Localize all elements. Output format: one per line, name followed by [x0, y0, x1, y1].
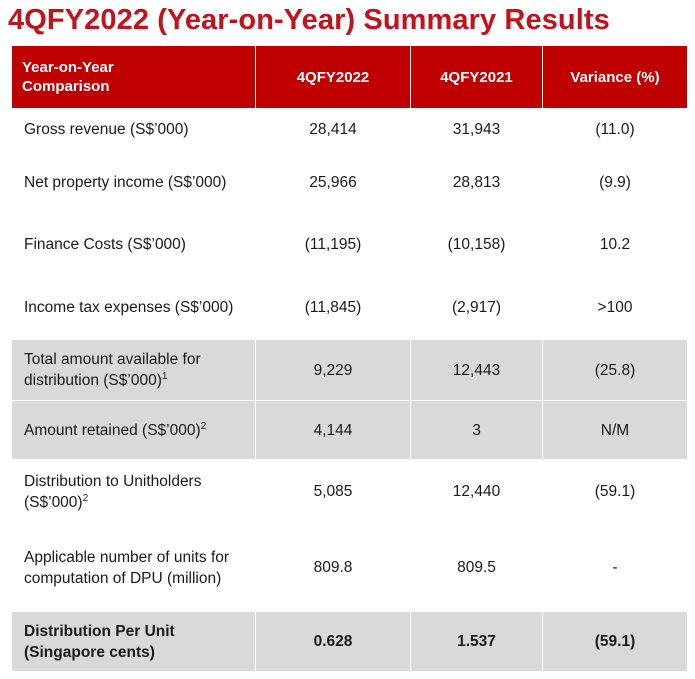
cell-variance: (9.9): [543, 151, 688, 214]
header-comparison: [12, 46, 256, 109]
cell-4qfy2021: 31,943: [411, 109, 543, 151]
table-row: [12, 460, 688, 524]
cell-variance: (59.1): [543, 460, 688, 524]
cell-variance: 10.2: [543, 214, 688, 276]
cell-4qfy2021: 28,813: [411, 151, 543, 214]
row-label-text: Distribution Per Unit (Singapore cents): [24, 622, 175, 661]
row-label: [12, 401, 256, 460]
header-4qfy2022: 4QFY2022: [256, 46, 411, 109]
table-row: [12, 214, 688, 276]
cell-variance: (25.8): [543, 340, 688, 401]
table-row: [12, 151, 688, 214]
cell-4qfy2021: 12,443: [411, 340, 543, 401]
row-label: [12, 460, 256, 524]
page-title: 4QFY2022 (Year-on-Year) Summary Results: [8, 4, 610, 36]
cell-4qfy2022: 809.8: [256, 524, 411, 612]
table-row: [12, 524, 688, 612]
row-label-text: Amount retained (S$’000): [24, 421, 201, 439]
table-row-total: [12, 612, 688, 672]
cell-4qfy2021: 12,440: [411, 460, 543, 524]
table-row: [12, 276, 688, 340]
row-label-text: Gross revenue (S$’000): [24, 121, 189, 138]
row-label: [12, 524, 256, 612]
table-row: [12, 109, 688, 151]
cell-4qfy2021: (10,158): [411, 214, 543, 276]
cell-variance: (59.1): [543, 612, 688, 672]
cell-4qfy2022: 9,229: [256, 340, 411, 401]
cell-4qfy2021: 1.537: [411, 612, 543, 672]
row-label: [12, 340, 256, 401]
row-label-text: Applicable number of units for computation of DPU (million): [24, 548, 230, 587]
row-label: [12, 612, 256, 672]
cell-variance: >100: [543, 276, 688, 340]
cell-4qfy2022: 28,414: [256, 109, 411, 151]
row-label: [12, 214, 256, 276]
table-row: [12, 340, 688, 401]
cell-4qfy2022: 25,966: [256, 151, 411, 214]
cell-4qfy2022: 0.628: [256, 612, 411, 672]
cell-4qfy2021: 3: [411, 401, 543, 460]
cell-4qfy2022: (11,195): [256, 214, 411, 276]
header-4qfy2021: 4QFY2021: [411, 46, 543, 109]
header-variance: Variance (%): [543, 46, 688, 109]
cell-variance: (11.0): [543, 109, 688, 151]
row-label: [12, 151, 256, 214]
cell-4qfy2022: 5,085: [256, 460, 411, 524]
summary-results-table: [11, 45, 688, 672]
cell-4qfy2022: 4,144: [256, 401, 411, 460]
header-comparison-label: Year-on-Year Comparison: [22, 59, 114, 95]
footnote-marker: 2: [82, 492, 89, 504]
row-label-text: Income tax expenses (S$’000): [24, 299, 234, 316]
row-label-text: Distribution to Unitholders (S$’000): [24, 472, 202, 511]
footnote-marker: 2: [200, 420, 207, 432]
table-header-row: [12, 46, 688, 109]
cell-variance: -: [543, 524, 688, 612]
cell-4qfy2022: (11,845): [256, 276, 411, 340]
row-label-text: Total amount available for distribution (S$’000): [24, 351, 201, 389]
table-row: [12, 401, 688, 460]
row-label-text: Net property income (S$’000): [24, 173, 227, 191]
cell-variance: N/M: [543, 401, 688, 460]
row-label: [12, 276, 256, 340]
cell-4qfy2021: 809.5: [411, 524, 543, 612]
row-label: [12, 109, 256, 151]
cell-4qfy2021: (2,917): [411, 276, 543, 340]
row-label-text: Finance Costs (S$’000): [24, 236, 186, 253]
footnote-marker: 1: [161, 370, 168, 382]
